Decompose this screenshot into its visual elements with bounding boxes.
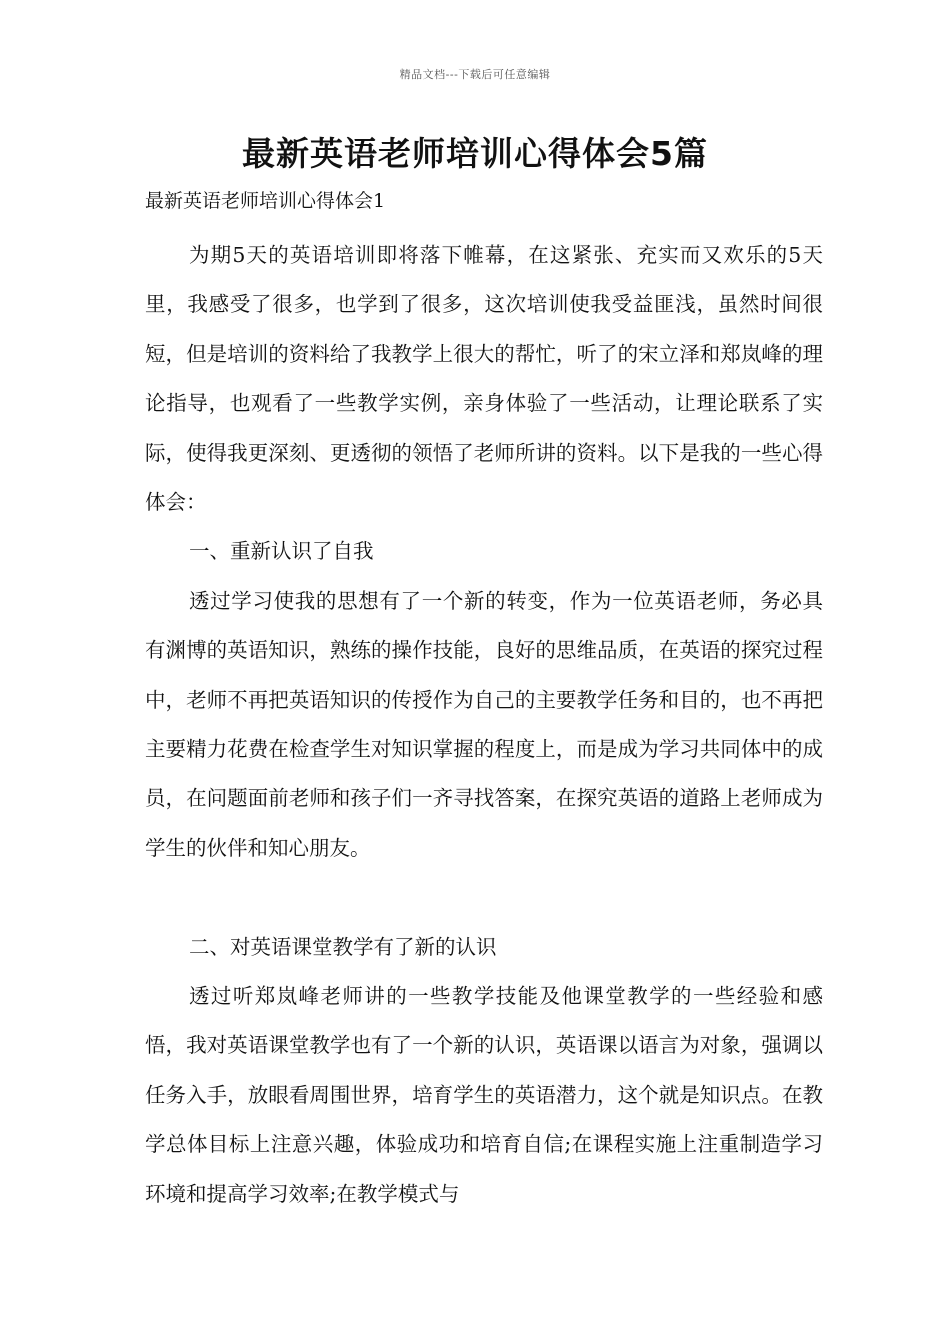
paragraph-section-1: 透过学习使我的思想有了一个新的转变，作为一位英语老师，务必具有渊博的英语知识，熟练的操作技能，良好的思维品质，在英语的探究过程中，老师不再把英语知识的传授作为自己的主要教学任务和目的，也不再把主要精力花费在检查学生对知识掌握的程度上，而是成为学习共同体中的成员，在问题面前老师和孩子们一齐寻找答案，在探究英语的道路上老师成为学生的伙伴和知心朋友。 (145, 588, 823, 860)
document-subtitle: 最新英语老师培训心得体会1 (145, 190, 386, 212)
document-body (145, 231, 823, 1219)
section-heading-2: 二、对英语课堂教学有了新的认识 (189, 934, 497, 959)
watermark-header: 精品文档---下载后可任意编辑 (399, 68, 551, 81)
paragraph-intro: 为期5天的英语培训即将落下帷幕，在这紧张、充实而又欢乐的5天里，我感受了很多，也学到了很多，这次培训使我受益匪浅，虽然时间很短，但是培训的资料给了我教学上很大的帮忙，听了的宋立泽和郑岚峰的理论指导，也观看了一些教学实例，亲身体验了一些活动，让理论联系了实际，使得我更深刻、更透彻的领悟了老师所讲的资料。以下是我的一些心得体会： (145, 243, 823, 515)
paragraph-section-2: 透过听郑岚峰老师讲的一些教学技能及他课堂教学的一些经验和感悟，我对英语课堂教学也有了一个新的认识，英语课以语言为对象，强调以任务入手，放眼看周围世界，培育学生的英语潜力，这个就是知识点。在教学总体目标上注意兴趣，体验成功和培育自信;在课程实施上注重制造学习环境和提高学习效率;在教学模式与 (145, 984, 823, 1206)
document-title: 最新英语老师培训心得体会5篇 (242, 134, 708, 173)
blank-line (145, 873, 823, 922)
section-heading-1: 一、重新认识了自我 (189, 539, 374, 564)
